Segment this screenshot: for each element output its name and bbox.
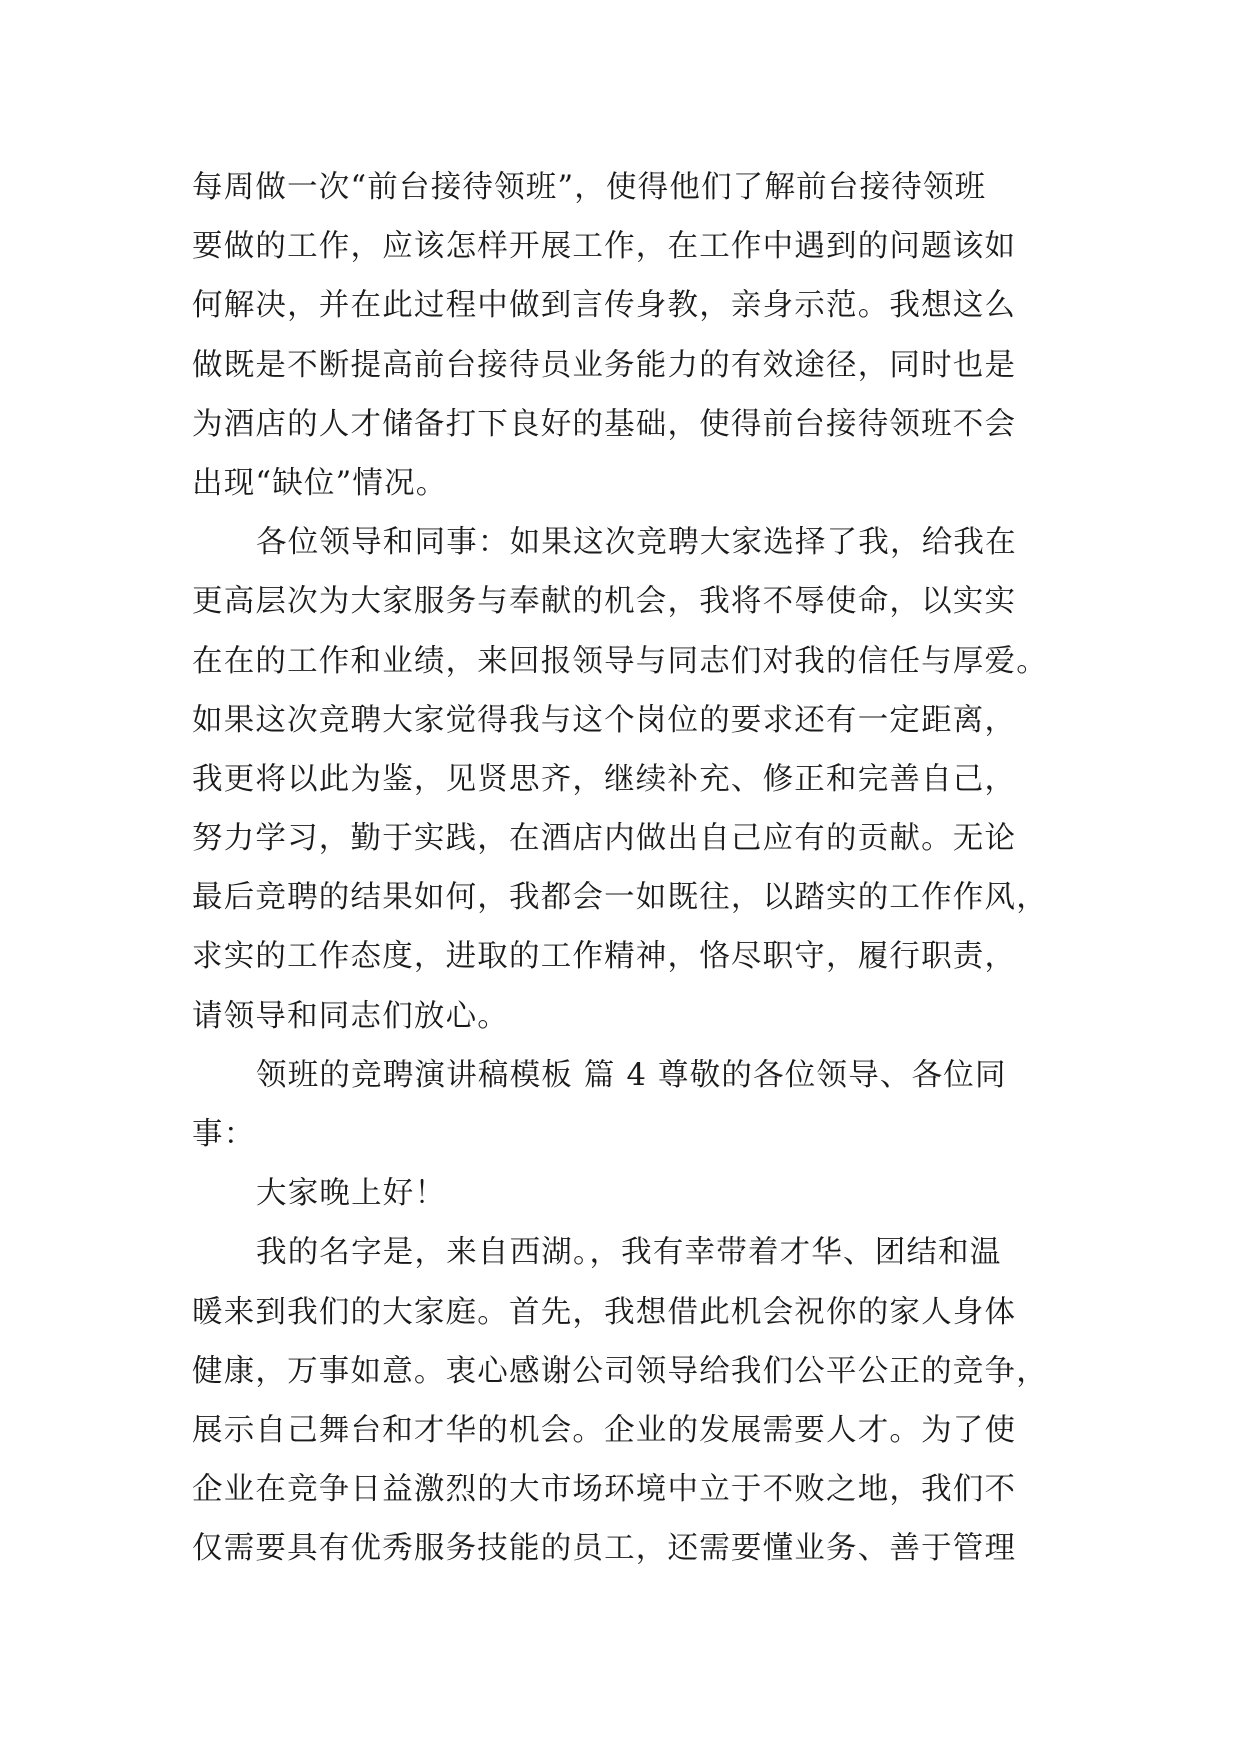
text-line: 请领导和同志们放心。 — [192, 998, 509, 1034]
document-body — [192, 158, 1054, 1579]
text-line: 企业在竞争日益激烈的大市场环境中立于不败之地，我们不 — [192, 1472, 1017, 1508]
text-line: 要做的工作，应该怎样开展工作，在工作中遇到的问题该如 — [192, 229, 1017, 265]
text-line: 努力学习，勤于实践，在酒店内做出自己应有的贡献。无论 — [192, 821, 1017, 857]
text-line: 出现“缺位”情况。 — [192, 465, 448, 501]
text-line: 更高层次为大家服务与奉献的机会，我将不辱使命，以实实 — [192, 584, 1017, 620]
text-line: 仅需要具有优秀服务技能的员工，还需要懂业务、善于管理 — [192, 1531, 1017, 1567]
section-heading-line: 领班的竞聘演讲稿模板 篇 4 尊敬的各位领导、各位同 — [256, 1057, 1007, 1093]
text-line: 健康，万事如意。衷心感谢公司领导给我们公平公正的竞争， — [192, 1353, 1048, 1389]
text-line: 如果这次竞聘大家觉得我与这个岗位的要求还有一定距离， — [192, 702, 1017, 738]
text-line: 做既是不断提高前台接待员业务能力的有效途径，同时也是 — [192, 347, 1017, 383]
text-line: 何解决，并在此过程中做到言传身教，亲身示范。我想这么 — [192, 288, 1017, 324]
text-line: 为酒店的人才储备打下良好的基础，使得前台接待领班不会 — [192, 406, 1017, 442]
text-line: 求实的工作态度，进取的工作精神，恪尽职守，履行职责， — [192, 939, 1017, 975]
text-line: 暖来到我们的大家庭。首先，我想借此机会祝你的家人身体 — [192, 1294, 1017, 1330]
paragraph-start-line: 我的名字是，来自西湖。，我有幸带着才华、团结和温 — [256, 1235, 1002, 1271]
text-line: 每周做一次“前台接待领班”，使得他们了解前台接待领班 — [192, 170, 987, 205]
greeting-line: 大家晚上好！ — [256, 1176, 447, 1212]
paragraph-start-line: 各位领导和同事：如果这次竞聘大家选择了我，给我在 — [256, 525, 1017, 561]
text-line: 在在的工作和业绩，来回报领导与同志们对我的信任与厚爱。 — [192, 643, 1048, 679]
text-line: 最后竞聘的结果如何，我都会一如既往，以踏实的工作作风， — [192, 880, 1048, 916]
text-line: 我更将以此为鉴，见贤思齐，继续补充、修正和完善自己， — [192, 761, 1017, 797]
text-line: 事： — [192, 1117, 256, 1152]
text-line: 展示自己舞台和才华的机会。企业的发展需要人才。为了使 — [192, 1412, 1017, 1448]
